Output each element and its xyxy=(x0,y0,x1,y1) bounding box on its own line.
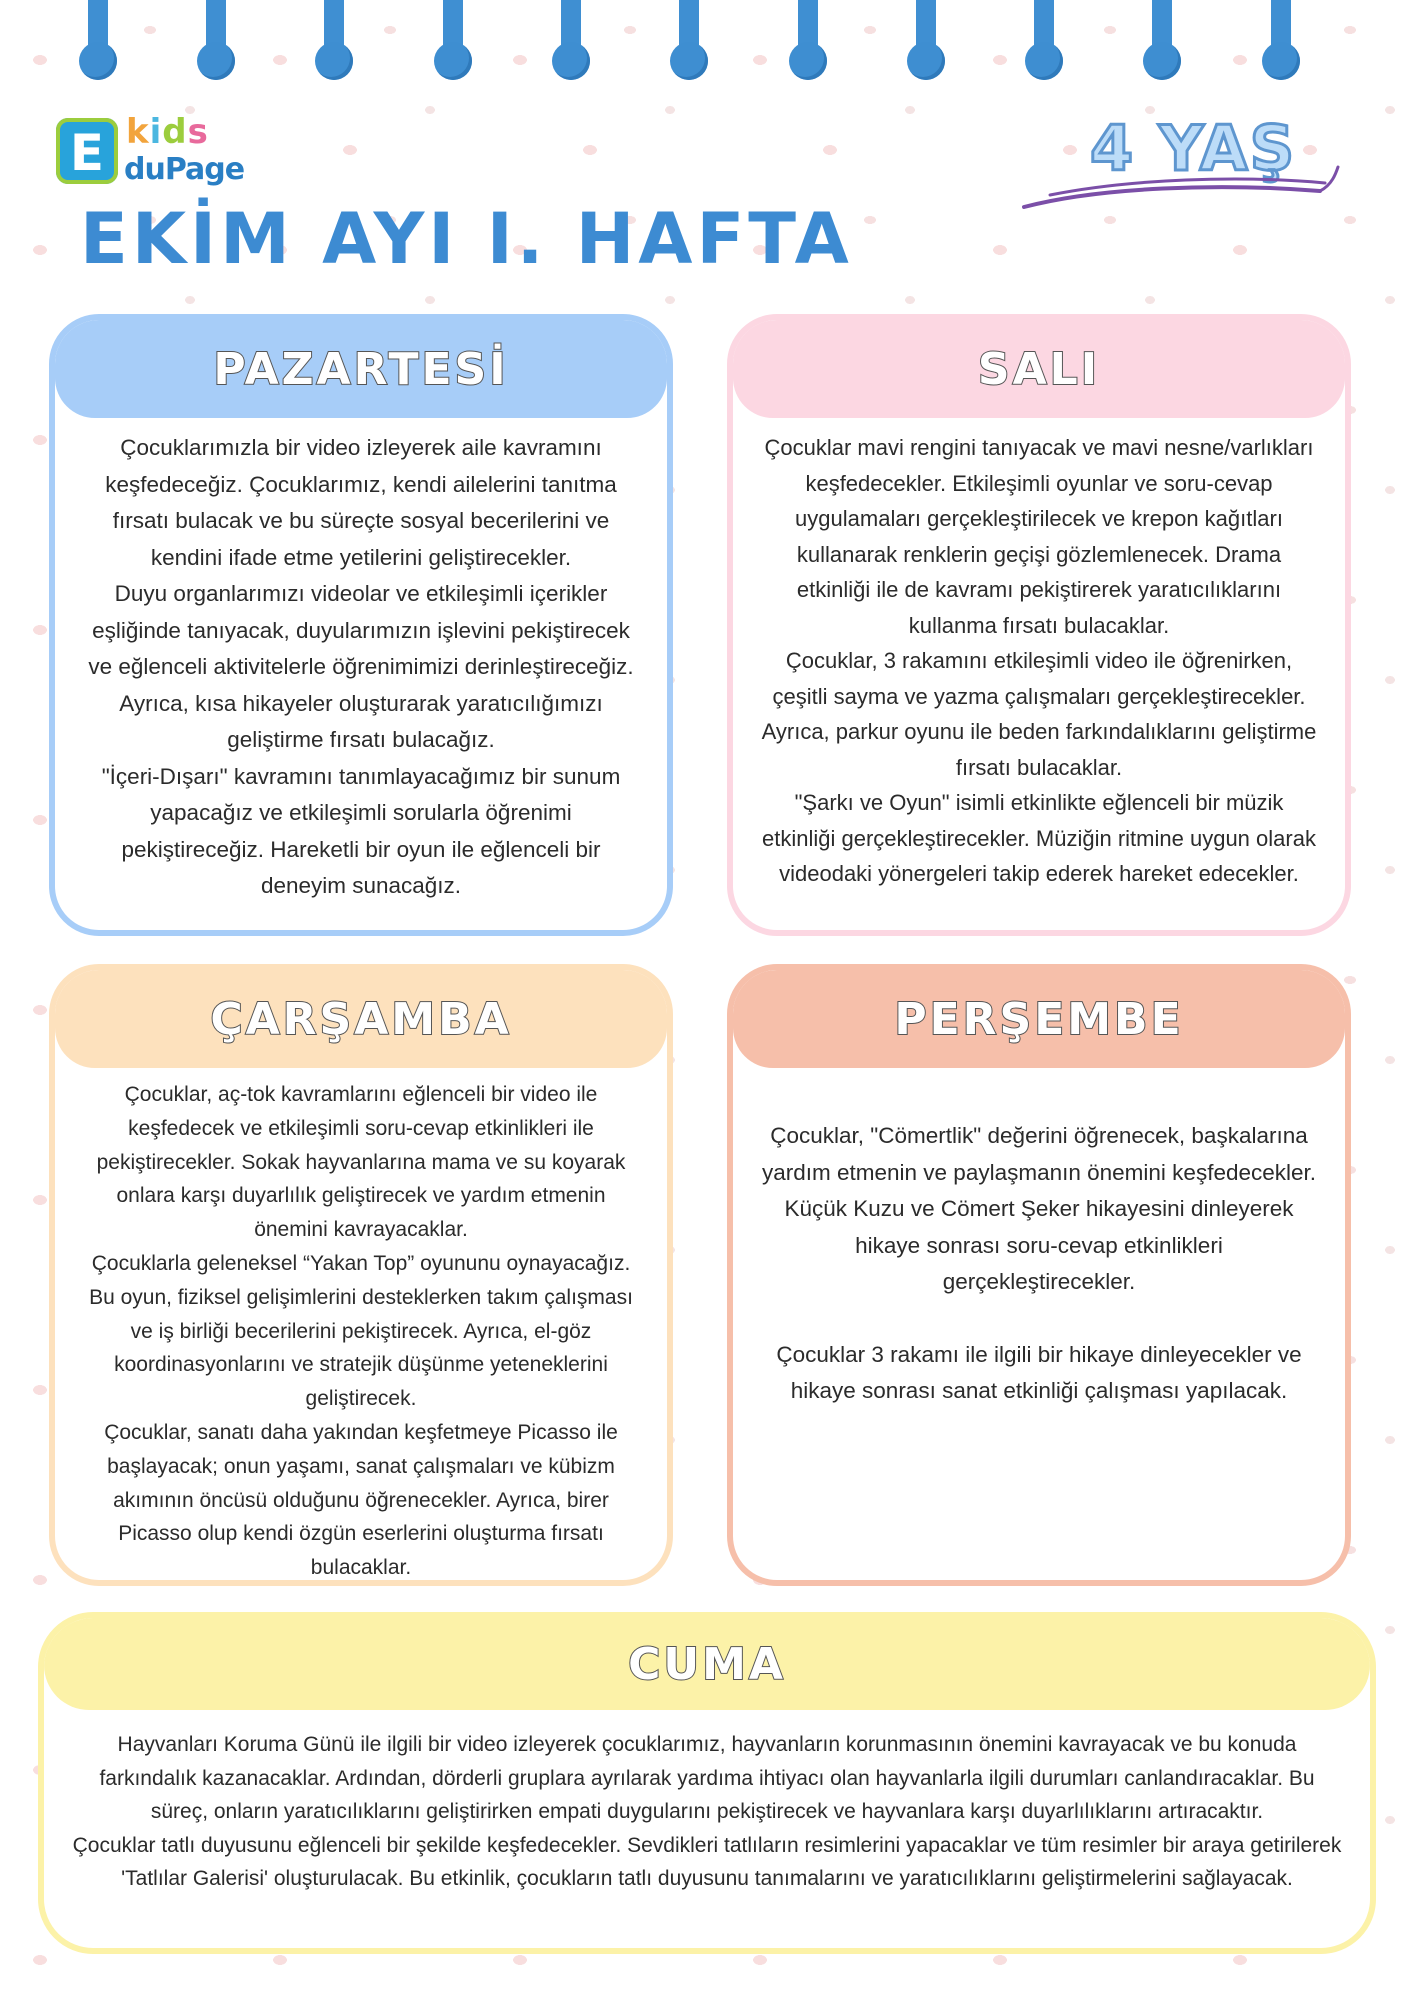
day-header-wednesday xyxy=(55,970,667,1068)
paragraph: Çocuklarımızla bir video izleyerek aile kavramını keşfedeceğiz. Çocuklarımız, kendi ailelerini tanıtma fırsatı bulacak ve bu süreçte sosyal becerilerini ve kendini ifade etme yetilerini geliştirecekler. xyxy=(105,435,617,570)
paragraph: Duyu organlarımızı videolar ve etkileşimli içerikler eşliğinde tanıyacak, duyularımızın işlevini pekiştirecek ve eğlenceli aktivitelerle öğrenimimizi derinleştireceğiz. Ayrıca, kısa hikayeler oluşturarak yaratıcılığımızı geliştirme fırsatı bulacağız. xyxy=(88,581,634,752)
day-header-thursday xyxy=(733,970,1345,1068)
paragraph: Çocuklar 3 rakamı ile ilgili bir hikaye dinleyecekler ve hikaye sonrası sanat etkinliği çalışması yapılacak. xyxy=(776,1341,1302,1403)
day-text-thursday xyxy=(733,1068,1345,1410)
age-label: 4 YAŞ xyxy=(1090,112,1297,185)
logo-kids-text: kids xyxy=(126,112,209,152)
edupage-kids-logo xyxy=(52,112,245,192)
paragraph: Çocuklar, aç-tok kavramlarını eğlenceli bir video ile keşfedecek ve etkileşimli soru-cevap etkinlikleri ile pekiştirecekler. Sokak hayvanlarına mama ve su koyarak onlara karşı duyarlılık geliştirecek ve yardım etmenin önemini kavrayacaklar. xyxy=(96,1083,626,1242)
paragraph: "İçeri-Dışarı" kavramını tanımlayacağımız bir sunum yapacağız ve etkileşimli sorularla öğrenimi pekiştireceğiz. Hareketli bir oyun ile eğlenceli bir deneyim sunacağız. xyxy=(101,763,621,898)
day-text-friday xyxy=(44,1710,1370,1896)
logo-dupage-text: duPage xyxy=(124,152,245,187)
paragraph: Çocuklar tatlı duyusunu eğlenceli bir şekilde keşfedecekler. Sevdikleri tatlıların resimlerini yapacaklar ve tüm resimler bir araya getirilerek 'Tatlılar Galerisi' oluşturulacak. Bu etkinlik, çocukların tatlı duyusunu tanımalarını ve yaratıcılıklarını geliştirmelerini sağlayacak. xyxy=(72,1833,1342,1890)
paragraph: "Şarkı ve Oyun" isimli etkinlikte eğlenceli bir müzik etkinliği gerçekleştirecekler. Müziğin ritmine uygun olarak videodaki yönergeleri takip ederek hareket edecekler. xyxy=(762,790,1316,886)
day-title-wednesday: ÇARŞAMBA xyxy=(210,993,512,1045)
day-card-thursday xyxy=(727,964,1351,1586)
day-header-monday xyxy=(55,320,667,418)
day-text-wednesday xyxy=(55,1068,667,1585)
paragraph: Hayvanları Koruma Günü ile ilgili bir video izleyerek çocuklarımız, hayvanların korunmasının önemini kavrayacak ve bu konuda farkındalık kazanacaklar. Ardından, dörderli gruplara ayrılarak yardıma ihtiyacı olan hayvanlarla ilgili durumları canlandıracaklar. Bu süreç, onların yaratıcılıklarını geliştirirken empati duygularını pekiştirecek ve hayvanlara karşı duyarlılıklarını artıracaktır. xyxy=(99,1733,1315,1823)
page-title: EKİM AYI I. HAFTA xyxy=(80,198,853,280)
day-title-thursday: PERŞEMBE xyxy=(894,993,1184,1045)
paragraph: Çocuklar mavi rengini tanıyacak ve mavi nesne/varlıkları keşfedecekler. Etkileşimli oyunlar ve soru-cevap uygulamaları gerçekleştirilecek ve krepon kağıtları kullanarak renklerin geçişi gözlemlenecek. Drama etkinliği ile de kavramı pekiştirerek yaratıcılıklarını kullanma fırsatı bulacaklar. xyxy=(764,435,1314,638)
day-card-monday xyxy=(49,314,673,936)
day-text-monday xyxy=(55,418,667,905)
day-title-monday: PAZARTESİ xyxy=(213,343,509,395)
day-title-tuesday: SALI xyxy=(977,343,1101,395)
day-title-friday: CUMA xyxy=(628,1638,786,1690)
day-card-wednesday xyxy=(49,964,673,1586)
day-card-friday xyxy=(38,1612,1376,1954)
logo-letter: E xyxy=(69,124,105,182)
paragraph: Çocuklar, 3 rakamını etkileşimli video ile öğrenirken, çeşitli sayma ve yazma çalışmaları gerçekleştirecekler. Ayrıca, parkur oyunu ile beden farkındalıklarını geliştirme fırsatı bulacaklar. xyxy=(761,648,1317,780)
paragraph: Çocuklarla geleneksel “Yakan Top” oyununu oynayacağız. Bu oyun, fiziksel gelişimlerini desteklerken takım çalışması ve iş birliği becerilerini pekiştirecek. Ayrıca, el-göz koordinasyonlarını ve stratejik düşünme yeteneklerini geliştirecek. xyxy=(89,1251,633,1411)
paragraph: Çocuklar, "Cömertlik" değerini öğrenecek, başkalarına yardım etmenin ve paylaşmanın önemini keşfedecekler. Küçük Kuzu ve Cömert Şeker hikayesini dinleyerek hikaye sonrası soru-cevap etkinlikleri gerçekleştirecekler. xyxy=(761,1123,1317,1294)
paragraph: Çocuklar, sanatı daha yakından keşfetmeye Picasso ile başlayacak; onun yaşamı, sanat çalışmaları ve kübizm akımının öncüsü olduğunu öğrenecekler. Ayrıca, birer Picasso olup kendi özgün eserlerini oluşturma fırsatı bulacaklar. xyxy=(104,1420,618,1580)
logo-badge xyxy=(56,118,118,184)
day-header-friday xyxy=(44,1618,1370,1710)
day-header-tuesday xyxy=(733,320,1345,418)
day-card-tuesday xyxy=(727,314,1351,936)
day-text-tuesday xyxy=(733,418,1345,892)
swoosh-decoration xyxy=(1020,165,1340,215)
